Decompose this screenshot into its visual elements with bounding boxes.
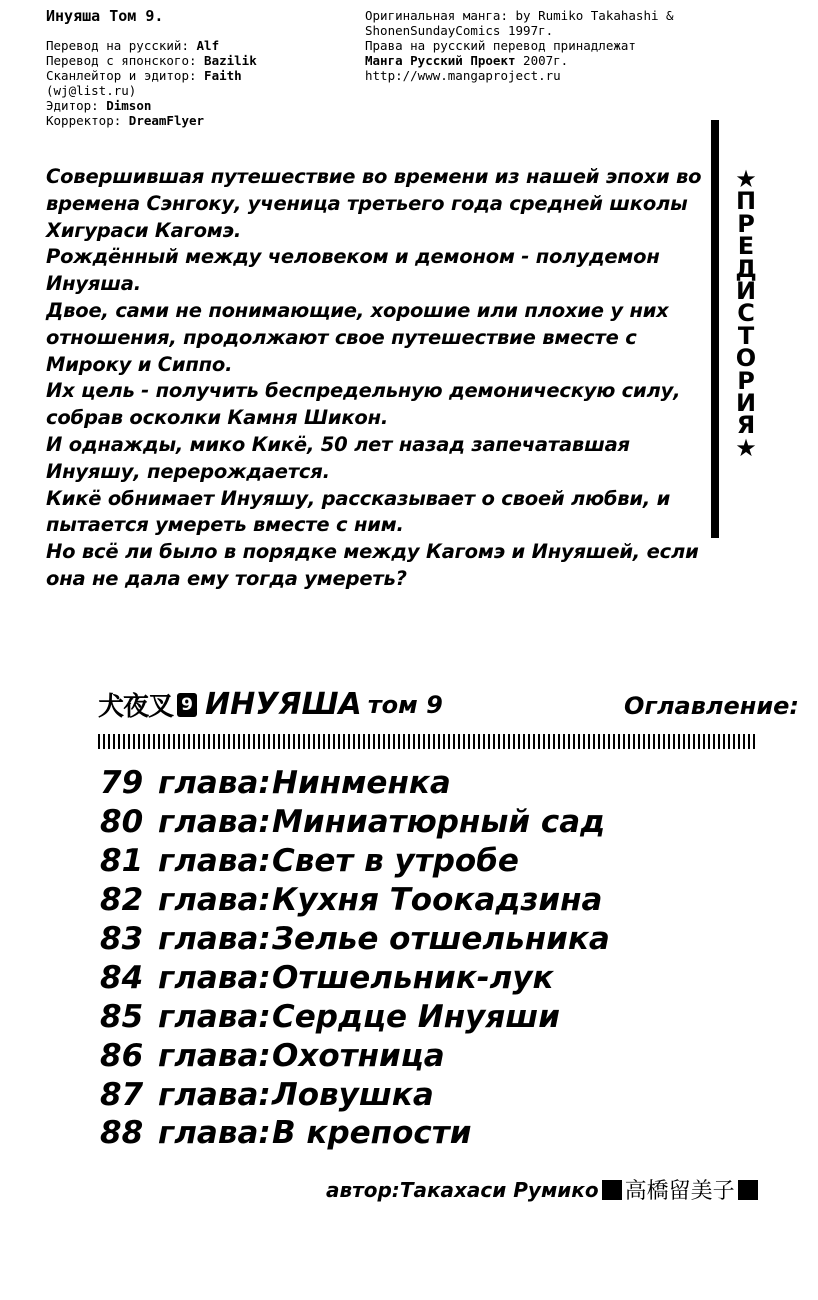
chapter-word: глава: (158, 1115, 271, 1152)
heading-letter: Я (736, 411, 756, 440)
heading-letter: П (735, 187, 757, 216)
chapter-number: 84 (100, 959, 144, 996)
credit-translator-ru: Перевод на русский: Alf (46, 38, 220, 53)
author-label: автор: (326, 1177, 400, 1202)
volume-title: Инуяша Том 9. (46, 7, 164, 25)
synopsis-paragraph: Рождённый между человеком и демоном - полудемон Инуяша. (46, 245, 660, 296)
synopsis-paragraph: Их цель - получить беспредельную демоническую силу, собрав осколки Камня Шикон. (46, 379, 681, 430)
chapter-item (100, 997, 720, 1036)
chapter-word: глава: (158, 804, 271, 841)
synopsis (46, 164, 714, 593)
chapter-number: 79 (100, 765, 144, 802)
synopsis-paragraph: Кикё обнимает Инуяшу, рассказывает о своей любви, и пытается умереть вместе с ним. (46, 486, 671, 537)
side-heading-prehistory (730, 165, 762, 462)
copyright-line: Оригинальная манга: by Rumiko Takahashi & (365, 8, 674, 23)
copyright-line: Манга Русский Проект 2007г. (365, 53, 569, 68)
chapter-number: 83 (100, 921, 144, 957)
volume-label: том 9 (367, 690, 443, 719)
chapter-item (100, 958, 720, 997)
chapter-item (100, 842, 720, 881)
star-icon: ★ (735, 433, 757, 462)
credits-block (46, 6, 366, 128)
chapter-number: 87 (100, 1076, 144, 1113)
chapter-name: В крепости (272, 1115, 472, 1152)
series-title: ИНУЯША (205, 687, 362, 722)
chapter-name: Зелье отшельника (272, 921, 610, 957)
star-icon: ★ (735, 165, 757, 193)
chapter-list (100, 764, 720, 1153)
chapter-name: Охотница (272, 1037, 445, 1074)
chapter-name: Ловушка (272, 1076, 434, 1113)
chapter-word: глава: (158, 882, 271, 919)
author-line (326, 1174, 761, 1205)
chapter-number: 85 (100, 998, 144, 1035)
chapter-name: Миниатюрный сад (272, 804, 606, 841)
chapter-item (100, 764, 720, 803)
author-name: Такахаси Румико (399, 1177, 599, 1202)
chapter-item (100, 803, 720, 842)
chapter-word: глава: (158, 1076, 271, 1113)
website-url: http://www.mangaproject.ru (365, 68, 561, 83)
vertical-divider (711, 120, 719, 538)
synopsis-paragraph: И однажды, мико Кикё, 50 лет назад запечатавшая Инуяшу, перерождается. (46, 432, 630, 483)
chapter-item (100, 920, 720, 959)
heading-letter: Р (737, 209, 755, 238)
contents-label: Оглавление: (624, 692, 800, 720)
heading-letter: О (735, 344, 757, 373)
chapter-number: 80 (100, 804, 144, 841)
credit-translator-jp: Перевод с японского: Bazilik (46, 53, 257, 68)
synopsis-paragraph: Двое, сами не понимающие, хорошие или плохие у них отношения, продолжают свое путешествие вместе с Мироку и Сиппо. (46, 298, 669, 376)
chapter-number: 86 (100, 1037, 144, 1074)
chapter-word: глава: (158, 1037, 271, 1074)
square-icon (738, 1180, 758, 1200)
chapter-name: Свет в утробе (272, 843, 519, 880)
chapter-number: 81 (100, 843, 144, 880)
chapter-word: глава: (158, 765, 271, 802)
author-name-japanese: 高橋留美子 (624, 1179, 735, 1204)
chapter-name: Сердце Инуяши (272, 998, 560, 1035)
volume-badge: 9 (177, 693, 197, 717)
heading-letter: И (735, 277, 757, 306)
kanji-title: 犬夜叉 (98, 692, 174, 722)
chapter-item (100, 1075, 720, 1114)
synopsis-paragraph: Но всё ли было в порядке между Кагомэ и Инуяшей, если она не дала ему тогда умереть? (46, 540, 699, 590)
credit-editor: Эдитор: Dimson (46, 98, 152, 113)
credit-scanlator: Сканлейтор и эдитор: Faith (46, 68, 242, 83)
chapter-number: 88 (100, 1115, 144, 1152)
copyright-block (365, 8, 785, 83)
chapter-item (100, 1036, 720, 1075)
chapter-word: глава: (158, 921, 271, 957)
copyright-line: Права на русский перевод принадлежат (365, 38, 636, 53)
chapter-word: глава: (158, 959, 271, 996)
chapter-name: Кухня Тоокадзина (272, 882, 603, 919)
heading-letter: И (735, 389, 757, 418)
chapter-word: глава: (158, 843, 271, 880)
chapter-name: Нинменка (272, 765, 451, 802)
heading-letter: Д (735, 254, 757, 283)
chapter-item (100, 1114, 720, 1153)
chapter-name: Отшельник-лук (272, 959, 554, 996)
toc-title (98, 686, 443, 723)
chapter-word: глава: (158, 998, 271, 1035)
square-icon (602, 1180, 622, 1200)
chapter-item (100, 881, 720, 920)
credit-email: (wj@list.ru) (46, 83, 137, 98)
heading-letter: Е (737, 232, 755, 261)
synopsis-paragraph: Совершившая путешествие во времени из нашей эпохи во времена Сэнгоку, ученица третьего года средней школы Хигураси Кагомэ. (46, 165, 702, 242)
heading-letter: С (737, 299, 755, 328)
striped-divider (98, 734, 758, 749)
chapter-number: 82 (100, 882, 144, 919)
heading-letter: Р (737, 366, 755, 395)
copyright-line: ShonenSundayComics 1997г. (365, 23, 554, 38)
credit-proofreader: Корректор: DreamFlyer (46, 113, 205, 128)
heading-letter: Т (737, 321, 755, 350)
